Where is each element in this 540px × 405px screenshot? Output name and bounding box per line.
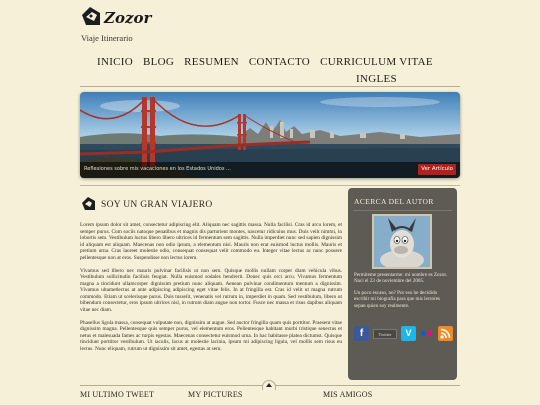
article-paragraph: Lorem ipsum dolor sit amet, consectetur adipiscing elit. Aliquam nec sagittis massa. Nulla facilisi. Cras id arcu lorem, et semper purus. Cum sociis natoque penatibus et magnis dis parturient montes, nascetur ridiculus mus. Duis velit nimmi, in lobortis sem. Vestibulum luctus libero libero ultrices id fermentum sem sagittis. Nulla imperdiet nunc sed sapien dignissim id aliquam est aliquam. Maecenas non odio ipsum, a elementum nisi. Mauris non erat euismod luctus mollis. Mauris et pretium urna. Cras laoreet molestie odio, consequat consequat velit commodo eu. Integer vitae lectus ac nunc posuere pellentesque non at eros. Suspendisse non lectus lorem.	[80, 222, 342, 261]
site-tagline: Viaje Itinerario	[81, 33, 133, 43]
sidebar-divider	[353, 210, 452, 211]
footer-col-pictures: MY PICTURES	[188, 390, 243, 399]
logo-icon	[80, 5, 102, 27]
site-logo[interactable]	[80, 5, 151, 27]
footer-col-tweet: MI ULTIMO TWEET	[80, 390, 155, 399]
nav-item-ingles[interactable]: INGLES	[356, 73, 397, 85]
bio-paragraph: Permíteme presentarme: mi nombre es Zozor. Nací el 23 de noviembre del 2005.	[354, 272, 448, 285]
twitter-icon[interactable]: Twitter	[373, 329, 397, 339]
banner-caption: Reflexiones sobre mis vacaciones en los Estados Unidos ...	[84, 166, 231, 172]
nav-item-inicio[interactable]: INICIO	[97, 56, 134, 68]
donkey-avatar-image	[374, 216, 430, 267]
main-article	[80, 222, 342, 359]
rss-icon[interactable]	[438, 326, 453, 341]
nav-item-curriculum[interactable]: CURRICULUM VITAE	[320, 56, 433, 68]
read-article-button[interactable]: Ver Artículo	[418, 164, 456, 175]
footer-col-friends: MIS AMIGOS	[323, 390, 373, 399]
banner-caption-bar	[80, 162, 460, 178]
social-links	[354, 326, 454, 341]
author-avatar	[372, 214, 432, 269]
author-bio	[354, 272, 452, 314]
nav-item-resumen[interactable]: RESUMEN	[184, 56, 239, 68]
article-paragraph: Phasellus ligula massa, consequat vulputate non, dignissim at augue. Sed auctor fringilla quam quis porttitor. Praesent vitae dignissim magna. Pellentesque quis semper purus, vel elementum eros. Pellentesque habitant morbi tristique senectus et netus et malesuada fames ac turpis egestas. Maecenas consectetur euismod urna. In hac habitasse platea dictumst. Quisque tincidunt porttitor vestibulum. Ut iaculis, lacus at molestie lacinia, ipsum mi adipiscing ligula, vel mollis sem risus eu lectus. Nunc eliquam, rutrum ut dignissim sit amet, egestas at sem.	[80, 319, 342, 352]
section-title: SOY UN GRAN VIAJERO	[101, 200, 213, 210]
about-author-sidebar	[348, 188, 457, 380]
nav-divider	[80, 86, 460, 87]
hero-banner	[80, 92, 460, 178]
flickr-icon[interactable]	[420, 326, 434, 341]
section-logo-icon	[81, 196, 96, 211]
main-nav	[97, 56, 433, 68]
facebook-icon[interactable]: f	[354, 326, 369, 341]
scroll-top-icon[interactable]	[262, 380, 276, 390]
nav-item-blog[interactable]: BLOG	[143, 56, 175, 68]
vimeo-icon[interactable]: V	[401, 326, 416, 341]
article-paragraph: Vivamus sed libero nec mauris pulvinar facilisis ut non sem. Quisque mollis nullam corper diam vehicula vibus. Vestibulum sollicitudin facilisis feugiat. Nulla euismod sodales hendrerit. Donec quis orci arcu. Vivamus fermentum magna a tincidunt ullamcorper dignissim pretium nunc aliquam. Aenean pulvinar condimentum mentum a dignissim. Vivamus ultametlectus at ante adipiscing adipiscing eget vitae felis. In at fringilla est. Cras id velit ut magna rutrum commodo. Etiam ut scelerisque purus. Duis tusselit, venenatis vel rutrum in, imperdiet in quam. Sed vestibulum, libero ut bibendum consectetur, eros ipsum ultrices nisl, in rutrum diam augue non tortor. Fusce nec massa et risus dapibus aliquam vitae nec diam.	[80, 267, 342, 313]
sidebar-title: ACERCA DEL AUTOR	[354, 197, 434, 206]
content-divider	[80, 185, 460, 186]
bio-paragraph: Un poco escaso, no? Por eso he decidido escribir mi biografía para que mis lectores sepan quien soy realmente.	[354, 289, 440, 309]
nav-item-contacto[interactable]: CONTACTO	[248, 56, 311, 68]
site-name: Zozor	[104, 9, 152, 27]
